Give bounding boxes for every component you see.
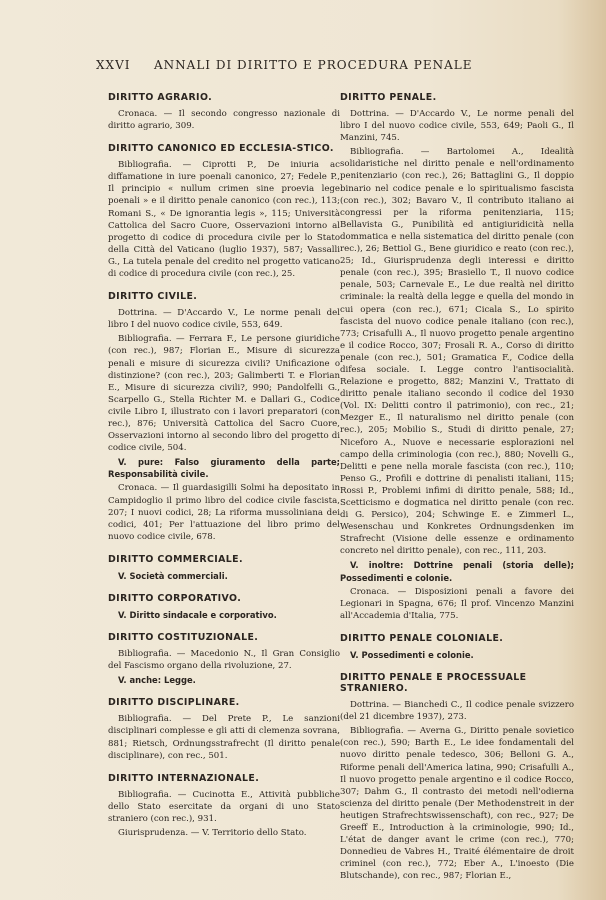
entry-paragraph: V. pure: Falso giuramento della parte; Responsabilità civile. (108, 457, 340, 480)
entry-paragraph: Bibliografia. — Ciprotti P., De iniuria ac diffamatione in iure poenali canonico, 27; Fedele P., Il principio « nullum crimen sine proevia lege poenali » e il diritto penale canonico (con rec.), 113; Romani S., « De ignorantia legis », 115; Università Cattolica del Sacro Cuore, Osservazioni intorno al progetto di codice di procedura civile per lo Stato della Città del Vaticano (luglio 1937), 587; Vassalli G., La tutela penale del credito nel progetto vaticano di codice di procedura civile (con rec.), 25. (108, 160, 340, 280)
section-heading: DIRITTO AGRARIO. (108, 92, 213, 103)
entry-paragraph: V. anche: Legge. (118, 675, 196, 686)
running-header (96, 58, 550, 74)
entry-paragraph: Bibliografia. — Bartolomei A., Idealità solidaristiche nel diritto penale e nell'ordinamento penitenziario (con rec.), 26; Battaglini G., Il doppio binario nel codice penale e lo spiritualismo fascista (con rec.), 302; Bavaro V., Il contributo italiano ai congressi per la riforma penitenziaria, 115; Bellavista G., Punibilità ed antigiuridicità nella dommatica e nella sistematica del diritto penale (con rec.), 26; Bettiol G., Bene giuridico e reato (con rec.), 25; Id., Giurisprudenza degli interessi e diritto penale (con rec.), 395; Brasiello T., Il nuovo codice penale, 503; Carnevale E., Le due realtà nel diritto criminale: la realtà della legge e quella del mondo in cui opera (con rec.), 671; Cicala S., Lo spirito fascista del nuovo codice penale italiano (con rec.), 773; Crisafulli A., Il nuovo progetto penale argentino e il codice Rocco, 307; Frosali R. A., Corso di diritto penale (con rec.), 501; Gramatica F., Codice della difesa sociale. I. Legge contro l'antisocialità. Relazione e progetto, 882; Manzini V., Trattato di diritto penale italiano secondo il codice del 1930 (Vol. IX: Delitti contro il patrimonio), con rec., 21; Mezger E., Il naturalismo nel diritto penale (con rec.), 205; Mobilio S., Studi di diritto penale, 27; Niceforo A., Nuove e necessarie esplorazioni nel campo della criminologia (con rec.), 880; Novelli G., Delitti e pene nella morale fascista (con rec.), 110; Penso G., Profili e dottrine di penalisti italiani, 115; Rossi P., Problemi infimi di diritto penale, 588; Id., Scetticismo e dogmatica nel diritto penale (con rec. di G. Persico), 204; Schwinge E. e Zimmerl L., Wesenschau und Konkretes Ordnungsdenken im Strafrecht (Visione delle essenze e ordinamento concreto nel diritto penale), con rec., 111, 203. (340, 147, 574, 557)
section-heading: DIRITTO COSTITUZIONALE. (108, 632, 259, 644)
entry-paragraph: Cronaca. — Il secondo congresso nazionale di diritto agrario, 309. (108, 109, 340, 132)
section-heading: DIRITTO INTERNAZIONALE. (108, 772, 260, 784)
entry-paragraph: V. Possedimenti e colonie. (350, 649, 474, 660)
left-column (108, 92, 340, 841)
entry-paragraph: V. inoltre: Dottrine penali (storia delle); Possedimenti e colonie. (340, 560, 574, 583)
page-number: XXVI (96, 58, 131, 72)
entry-paragraph: Bibliografia. — Averna G., Diritto penale sovietico (con rec.), 590; Barth E., Le idee fondamentali del nuovo diritto penale tedesco, 306; Belloni G. A., Riforme penali dell'America latina, 990; Crisafulli A., Il nuovo progetto penale argentino e il codice Rocco, 307; Dahm G., Il contrasto dei metodi nell'odierna scienza del diritto penale (Der Methodenstreit in der heutigen Strafrechtswissenschaft), con rec., 927; De Greeff E., Introduction à la criminologie, 990; Id., L'état de danger avant le crime (con rec.), 770; Donnedieu de Vabres H., Traité élémentaire de droit criminel (con rec.), 772; Eber A., L'inoesto (Die Blutschande), con rec., 987; Florian E., (340, 726, 574, 882)
section-heading: DIRITTO DISCIPLINARE. (108, 697, 240, 709)
entry-paragraph: Cronaca. — Il guardasigilli Solmi ha depositato in Campidoglio il primo libro del codice civile fascista, 207; I nuovi codici, 28; La riforma mussoliniana dei codici, 401; Per l'attuazione del libro primo del nuovo codice civile, 678. (108, 483, 340, 542)
right-column (340, 92, 574, 884)
entry-paragraph: Bibliografia. — Ferrara F., Le persone giuridiche (con rec.), 987; Florian E., Misure di sicurezza penali e misure di sicurezza civili? Unificazione o distinzione? (con rec.), 203; Galimberti T. e Florian E., Misure di sicurezza civili?, 990; Pandolfelli G., Scarpello G., Stella Richter M. e Dallari G., Codice civile Libro I, illustrato con i lavori preparatori (con rec.), 876; Università Cattolica del Sacro Cuore, Osservazioni intorno al secondo libro del progetto di codice civile, 504. (108, 334, 340, 454)
entry-paragraph: Dottrina. — Bianchedi C., Il codice penale svizzero (del 21 dicembre 1937), 273. (340, 700, 574, 723)
entry-paragraph: Giurisprudenza. — V. Territorio dello Stato. (118, 828, 307, 839)
entry-paragraph: Dottrina. — D'Accardo V., Le norme penali del libro I del nuovo codice civile, 553, 649. (108, 308, 340, 331)
section-heading: DIRITTO CIVILE. (108, 291, 198, 303)
section-heading: DIRITTO PENALE COLONIALE. (340, 632, 504, 644)
entry-paragraph: V. Diritto sindacale e corporativo. (118, 610, 277, 620)
section-heading: DIRITTO COMMERCIALE. (108, 553, 243, 565)
section-heading: DIRITTO CANONICO ED ECCLESIA-STICO. (108, 143, 334, 155)
journal-title: ANNALI DI DIRITTO E PROCEDURA PENALE (154, 58, 473, 72)
section-heading: DIRITTO CORPORATIVO. (108, 593, 242, 604)
section-heading: DIRITTO PENALE. (340, 92, 437, 103)
entry-paragraph: Bibliografia. — Macedonio N., Il Gran Consiglio del Fascismo organo della rivoluzione, 27. (108, 649, 340, 672)
section-heading: DIRITTO PENALE E PROCESSUALE STRANIERO. (340, 672, 527, 695)
entry-paragraph: Bibliografia. — Cucinotta E., Attività pubbliche dello Stato esercitate da organi di uno Stato straniero (con rec.), 931. (108, 789, 340, 824)
entry-paragraph: Bibliografia. — Del Prete P., Le sanzioni disciplinari complesse e gli atti di clemenza sovrana, 881; Rietsch, Ordnungsstrafrecht (Il diritto penale disciplinare), con rec., 501. (108, 714, 340, 761)
entry-paragraph: Dottrina. — D'Accardo V., Le norme penali del libro I del nuovo codice civile, 553, 649; Paoli G., Il Manzini, 745. (340, 109, 574, 144)
entry-paragraph: Cronaca. — Disposizioni penali a favore dei Legionari in Spagna, 676; Il prof. Vincenzo Manzini all'Accademia d'Italia, 775. (340, 586, 574, 621)
entry-paragraph: V. Società commerciali. (118, 570, 228, 581)
